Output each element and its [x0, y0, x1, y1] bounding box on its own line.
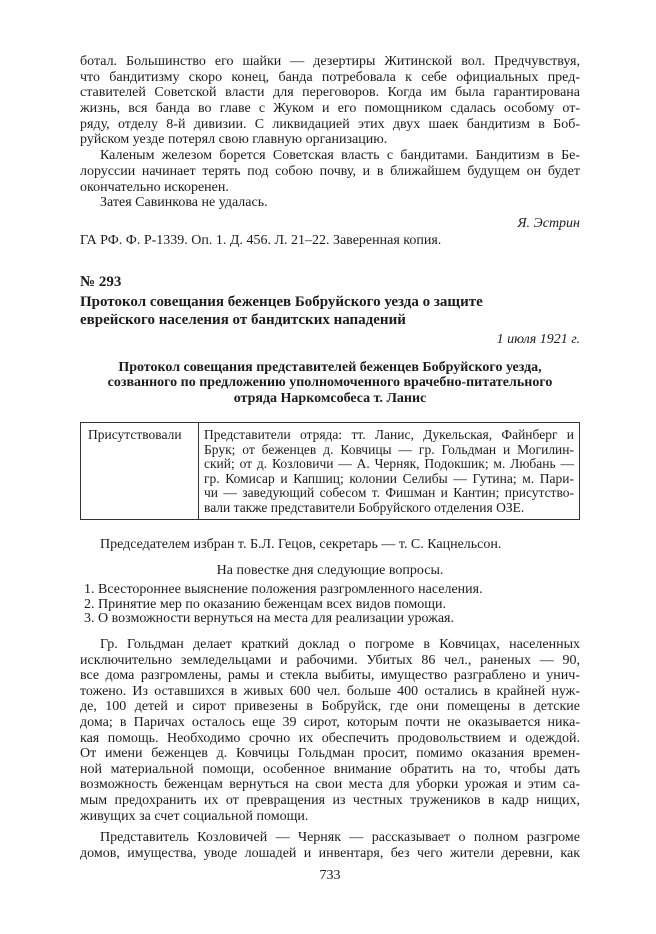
text-line: ботал. Большинство его шайки — дезертиры Житинской вол. Предчувствуя, — [80, 54, 580, 69]
attendees-label: Присутствовали — [81, 423, 199, 519]
text-line: что бандитизму скоро конец, банда потребовала к себе официальных пред- — [80, 69, 580, 85]
text-line: ставителей Советской власти для переговоров. Когда им была гарантирована — [80, 85, 580, 101]
text-line: исключительно земледельцами и рабочими. Убитых 86 чел., раненых — 90, — [80, 652, 580, 668]
text-line: окончательно искоренен. — [80, 179, 229, 195]
text-line: лоруссии начинает терять под собою почву, и в ближайшем будущем он будет — [80, 163, 580, 179]
text-line: Брук; от беженцев д. Ковчицы — гр. Гольдман и Могилин- — [204, 441, 574, 457]
text-line: Представитель Козловичей — Черняк — рассказывает о полном разгроме — [100, 830, 580, 845]
text-line: ряду, отделу 8-й дивизии. С ликвидацией этих двух шаек бандитизм в Боб- — [80, 116, 580, 132]
text-line: Каленым железом борется Советская власть с бандитами. Бандитизм в Бе- — [100, 148, 580, 164]
paragraph-chernyak-report — [80, 830, 580, 861]
document-number: № 293 — [80, 274, 122, 290]
text-line: 2. Принятие мер по оказанию беженцам всех видов помощи. — [84, 596, 446, 612]
text-line: домов, имущества, уводе лошадей и инвентаря, без чего жители деревни, как — [80, 845, 580, 861]
text-line: ский; от д. Козловичи — А. Черняк, Подокшик; м. Любань — — [204, 456, 574, 472]
text-line: созванного по предложению уполномоченного врачебно-питательного — [107, 375, 553, 391]
text-line: руйском уезде потерял свою главную организацию. — [80, 132, 388, 148]
text-line: мым предохранить их от превращения из честных тружеников в кадр нищих, — [80, 792, 580, 808]
text-line: От имени беженцев д. Ковчицы Гольдман просит, помимо оказания времен- — [80, 746, 580, 762]
text-line: возможность беженцам вернуться на свои места для уборки урожая и этим са- — [80, 777, 580, 793]
text-line: Представители отряда: тт. Ланис, Дукельская, Файнберг и — [204, 427, 574, 442]
text-line: Гр. Гольдман делает краткий доклад о погроме в Ковчицах, населенных — [100, 637, 580, 652]
text-line: 3. О возможности вернуться на места для реализации урожая. — [84, 611, 454, 627]
protocol-heading — [80, 360, 580, 406]
text-line: Протокол совещания представителей беженцев Бобруйского уезда, — [118, 360, 542, 375]
text-line: кая помощь. Необходимо срочно их обеспечить продовольствием и одеждой. — [80, 730, 580, 746]
document-date: 1 июля 1921 г. — [496, 332, 580, 347]
paragraph-continuation — [80, 54, 580, 211]
text-line: вали также представители Бобруйского отделения ОЗЕ. — [204, 499, 525, 515]
agenda-heading: На повестке дня следующие вопросы. — [216, 563, 444, 578]
paragraph-goldman-report — [80, 637, 580, 824]
text-line: все дома разгромлены, рамы и стекла выбиты, имущество разграблено и унич- — [80, 668, 580, 684]
text-line: жизнь, вся банда во главе с Жуком и его помощником сдалась особому от- — [80, 101, 580, 117]
text-line: живущих за счет социальной помощи. — [80, 808, 309, 824]
text-line: де, 100 детей и сирот привезены в Бобруйск, где они помещены в детские — [80, 699, 580, 715]
text-line: гр. Комисар и Капшиц; колонии Селибы — Гутина; м. Пари- — [204, 470, 574, 486]
text-line: Протокол совещания беженцев Бобруйского уезда о защите — [80, 294, 483, 310]
text-line: тожено. Из оставшихся в живых 600 чел. больше 400 остались в крайней нуж- — [80, 683, 580, 699]
page-number: 733 — [319, 868, 341, 883]
text-line: 1. Всестороннее выяснение положения разгромленного населения. — [84, 582, 483, 597]
text-line: отряда Наркомсобеса т. Ланис — [233, 390, 427, 406]
chair-secretary: Председателем избран т. Б.Л. Гецов, секретарь — т. С. Кацнельсон. — [100, 537, 502, 552]
text-line: чи — заведующий собесом т. Фишман и Кантин; присутство- — [204, 485, 574, 501]
archival-source: ГА РФ. Ф. Р-1339. Оп. 1. Д. 456. Л. 21–22. Заверенная копия. — [80, 233, 442, 248]
attendees-list — [199, 423, 579, 519]
text-line: еврейского населения от бандитских нападений — [80, 312, 406, 328]
attendees-table — [80, 422, 580, 520]
text-line: Затея Савинкова не удалась. — [100, 195, 268, 211]
text-line: дома; в Паричах осталось еще 39 сирот, которым почти не оказывается ника- — [80, 714, 580, 730]
agenda-list — [84, 583, 580, 627]
signature: Я. Эстрин — [517, 216, 580, 231]
document-title — [80, 293, 580, 329]
text-line: ной материальной помощи, особенное внимание обратить на то, чтобы дать — [80, 761, 580, 777]
